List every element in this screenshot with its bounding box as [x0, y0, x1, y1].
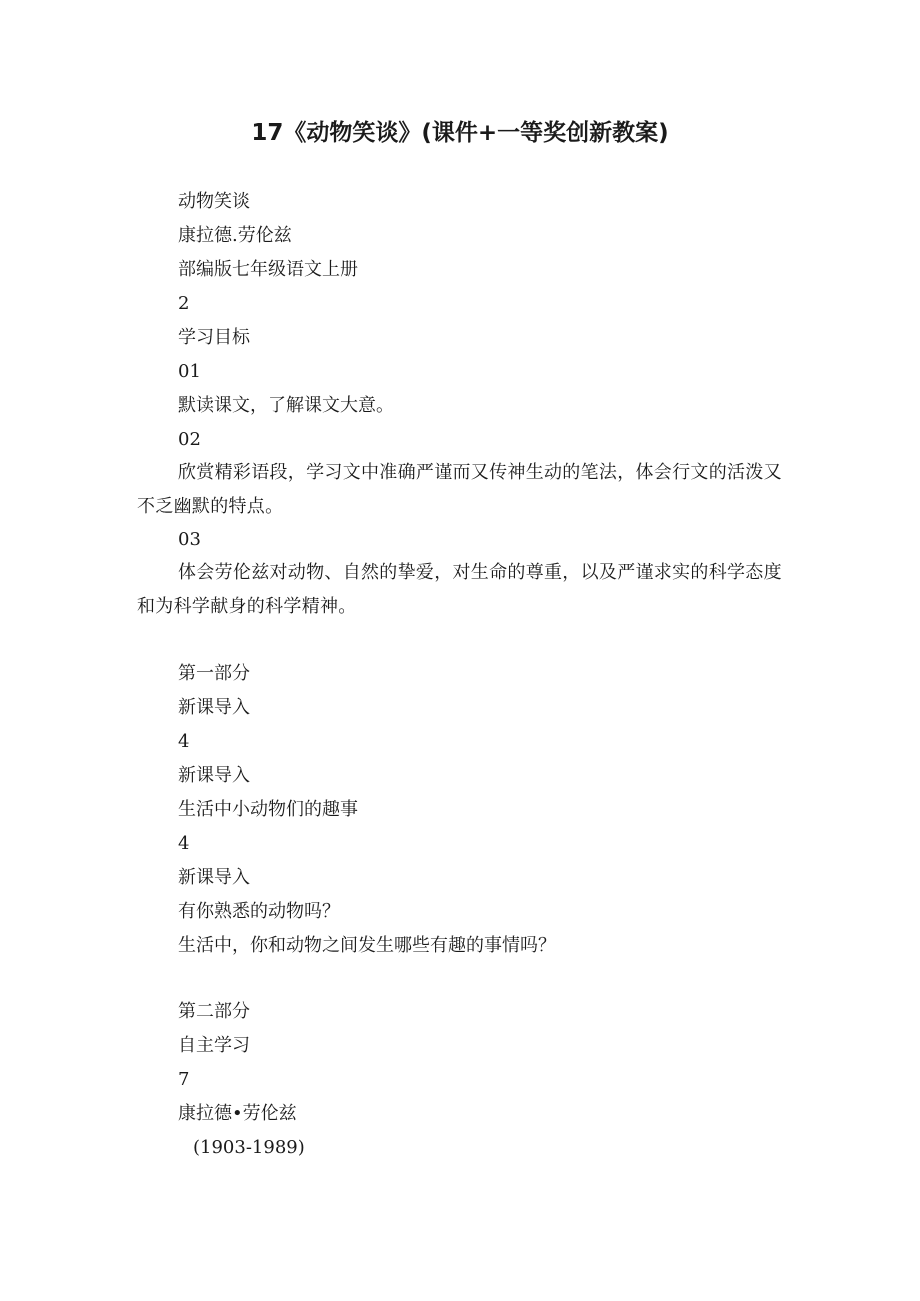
cover-title: 动物笑谈: [178, 191, 250, 212]
objective-number: 03: [178, 529, 201, 550]
section-heading: 新课导入: [178, 765, 250, 786]
objective-number: 01: [178, 361, 201, 382]
page-number: 4: [178, 731, 190, 752]
page-title: 17《动物笑谈》(课件+一等奖创新教案): [251, 120, 669, 146]
objectives-heading: 学习目标: [178, 327, 250, 348]
objective-paragraph: 欣赏精彩语段，学习文中准确严谨而又传神生动的笔法，体会行文的活泼又不乏幽默的特点。: [137, 462, 782, 517]
author-years: (1903-1989): [193, 1137, 305, 1158]
author-name: 康拉德•劳伦兹: [178, 1103, 297, 1124]
page-number: 4: [178, 833, 190, 854]
textbook-line: 部编版七年级语文上册: [178, 259, 358, 280]
page-number: 2: [178, 293, 190, 314]
objective-text: 默读课文，了解课文大意。: [178, 395, 394, 416]
question-text: 有你熟悉的动物吗？: [178, 901, 340, 922]
author-line: 康拉德.劳伦兹: [178, 225, 292, 246]
page-number: 7: [178, 1069, 190, 1090]
part-title: 新课导入: [178, 697, 250, 718]
question-text: 生活中，你和动物之间发生哪些有趣的事情吗？: [178, 935, 556, 956]
part-label: 第一部分: [178, 663, 250, 684]
section-heading: 新课导入: [178, 867, 250, 888]
part-title: 自主学习: [178, 1035, 250, 1056]
objective-paragraph: 体会劳伦兹对动物、自然的挚爱，对生命的尊重，以及严谨求实的科学态度和为科学献身的科学精神。: [137, 562, 782, 617]
part-label: 第二部分: [178, 1001, 250, 1022]
objective-number: 02: [178, 429, 201, 450]
section-text: 生活中小动物们的趣事: [178, 799, 358, 820]
